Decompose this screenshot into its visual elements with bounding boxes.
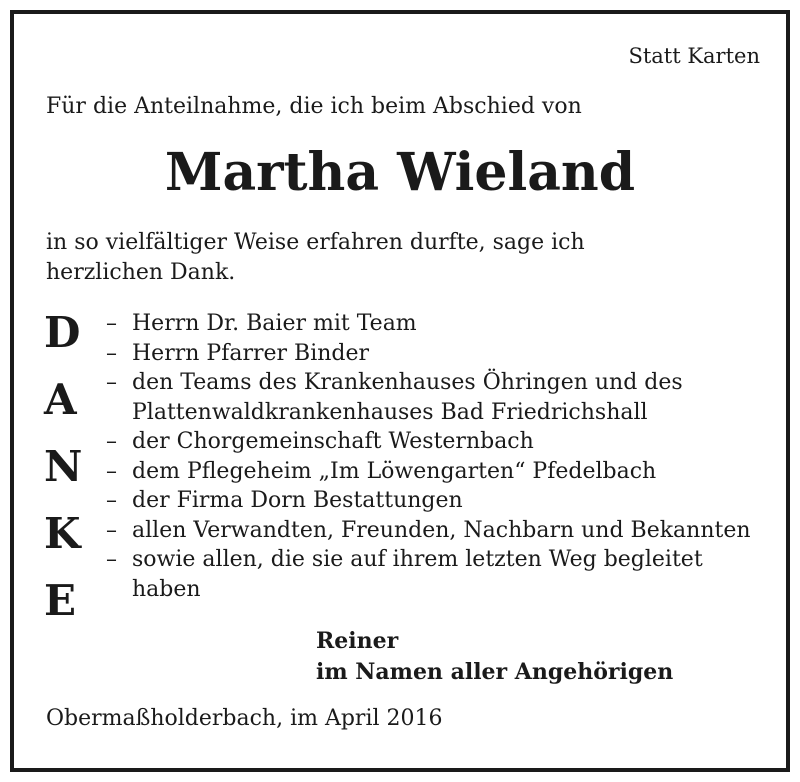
signature-line: im Namen aller Angehörigen bbox=[316, 659, 674, 685]
danke-letter: A bbox=[44, 375, 77, 424]
danke-letter: K bbox=[44, 509, 81, 558]
list-item bbox=[106, 309, 776, 339]
statt-karten-label: Statt Karten bbox=[628, 44, 760, 68]
danke-vertical-word bbox=[44, 310, 84, 645]
danke-letter: N bbox=[44, 442, 83, 491]
dash-bullet: – bbox=[106, 488, 117, 513]
list-item-line: dem Pflegeheim „Im Löwengarten“ Pfedelbach bbox=[132, 458, 657, 484]
list-item-line: haben bbox=[132, 576, 201, 602]
dash-bullet: – bbox=[106, 458, 117, 484]
list-item-line: sowie allen, die sie auf ihrem letzten Weg begleitet bbox=[132, 547, 703, 572]
signature bbox=[316, 626, 673, 688]
dash-bullet: – bbox=[106, 517, 117, 543]
list-item-line: den Teams des Krankenhauses Öhringen und des bbox=[132, 370, 683, 395]
list-item bbox=[106, 516, 776, 546]
dash-bullet: – bbox=[106, 370, 117, 395]
list-item bbox=[106, 457, 776, 487]
list-item-line: Plattenwaldkrankenhauses Bad Friedrichshall bbox=[132, 399, 648, 425]
danke-letter: D bbox=[44, 308, 81, 357]
deceased-name: Martha Wieland bbox=[164, 142, 636, 203]
list-item bbox=[106, 368, 776, 427]
dash-bullet: – bbox=[106, 340, 117, 366]
dash-bullet: – bbox=[106, 429, 117, 454]
list-item-line: Herrn Pfarrer Binder bbox=[132, 340, 370, 366]
list-item-line: der Chorgemeinschaft Westernbach bbox=[132, 429, 534, 454]
thanks-list bbox=[106, 309, 776, 604]
place-date: Obermaßholderbach, im April 2016 bbox=[46, 706, 443, 731]
danke-letter: E bbox=[44, 576, 77, 625]
intro-text: Für die Anteilnahme, die ich beim Abschied von bbox=[46, 94, 582, 119]
thanks-line: in so vielfältiger Weise erfahren durfte, sage ich bbox=[46, 230, 585, 255]
list-item bbox=[106, 427, 776, 457]
dash-bullet: – bbox=[106, 547, 117, 572]
list-item-line: Herrn Dr. Baier mit Team bbox=[132, 311, 417, 336]
list-item-line: der Firma Dorn Bestattungen bbox=[132, 488, 463, 513]
list-item bbox=[106, 339, 776, 369]
thanks-line: herzlichen Dank. bbox=[46, 260, 236, 285]
thanks-text bbox=[46, 228, 666, 288]
signature-name: Reiner bbox=[316, 628, 399, 654]
list-item bbox=[106, 486, 776, 516]
list-item bbox=[106, 545, 776, 604]
dash-bullet: – bbox=[106, 311, 117, 336]
list-item-line: allen Verwandten, Freunden, Nachbarn und Bekannten bbox=[132, 517, 751, 543]
